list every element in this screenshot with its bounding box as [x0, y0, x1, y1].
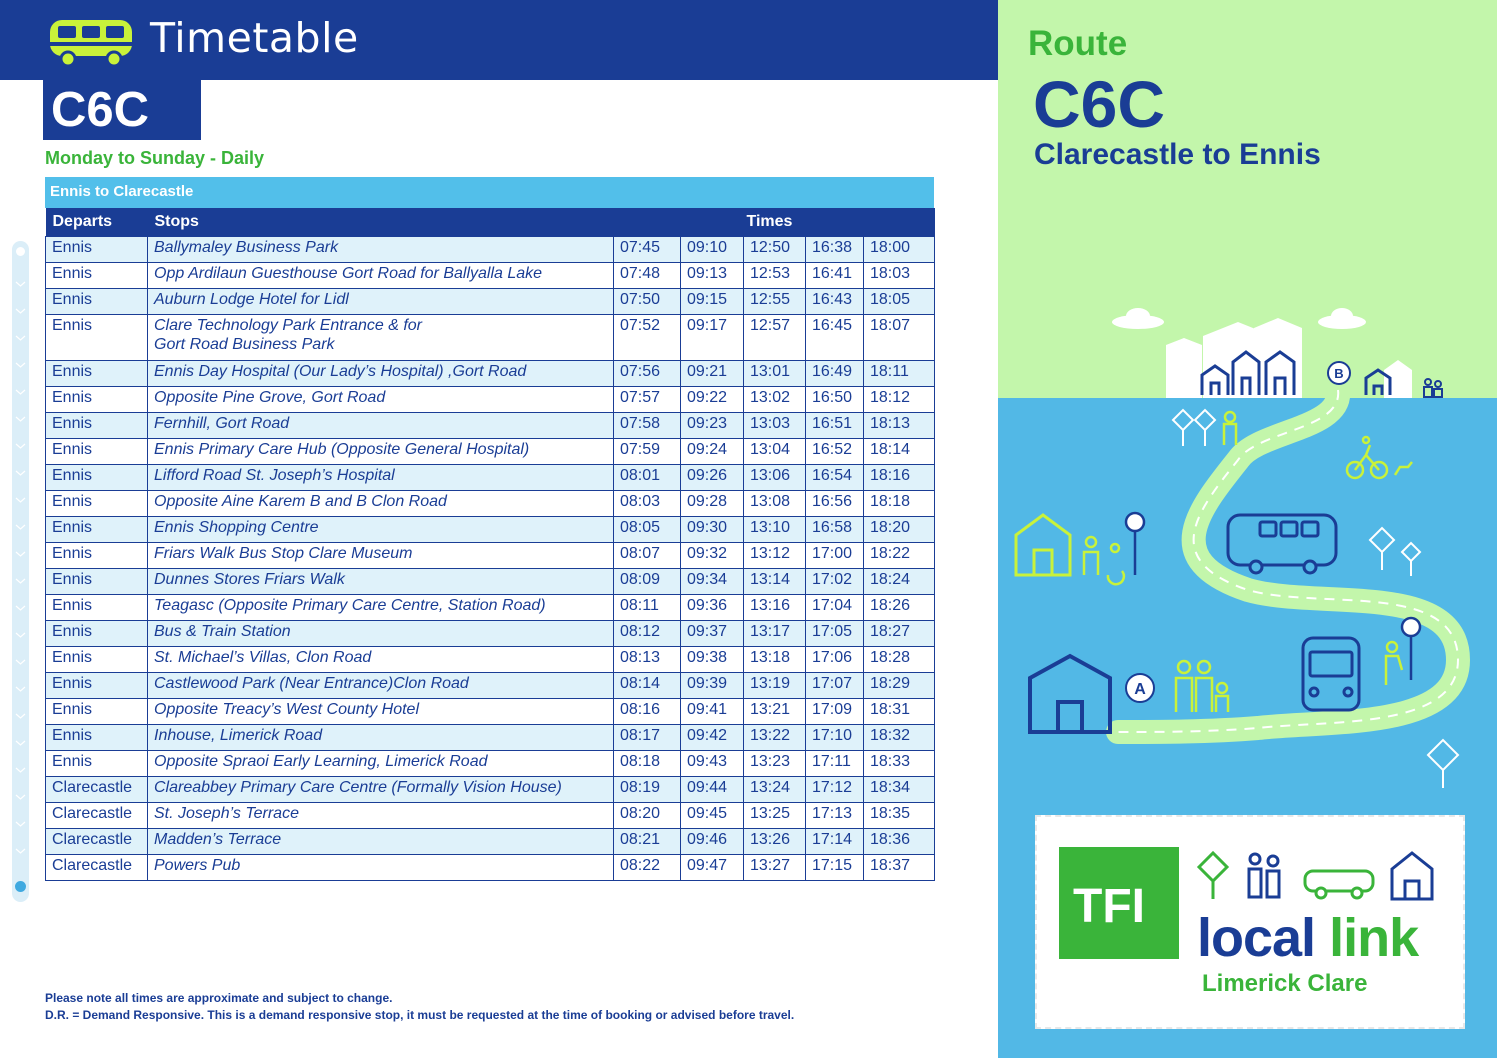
- time-cell: 13:02: [744, 387, 806, 413]
- time-cell: 08:20: [614, 803, 681, 829]
- time-cell: 13:24: [744, 777, 806, 803]
- table-header-row: [46, 208, 935, 237]
- table-row: [46, 569, 935, 595]
- time-cell: 07:56: [614, 361, 681, 387]
- time-cell: 13:27: [744, 855, 806, 881]
- chevron-down-icon: [15, 281, 26, 287]
- time-cell: 17:06: [806, 647, 864, 673]
- time-cell: 17:10: [806, 725, 864, 751]
- column-header-times: [614, 208, 935, 237]
- stop-cell: [148, 673, 614, 699]
- stop-name: Inhouse, Limerick Road: [154, 727, 323, 744]
- stop-name: Ennis Day Hospital (Our Lady’s Hospital) ,Gort Road: [154, 363, 527, 380]
- chevron-down-icon: [15, 443, 26, 449]
- table-row: [46, 673, 935, 699]
- time-cell: 16:45: [806, 315, 864, 361]
- stop-cell: [148, 543, 614, 569]
- time-cell: 08:11: [614, 595, 681, 621]
- chevron-down-icon: [15, 605, 26, 611]
- stop-name: Fernhill, Gort Road: [154, 415, 290, 432]
- bus-icon: [1305, 871, 1373, 898]
- time-cell: 17:00: [806, 543, 864, 569]
- chevron-down-icon: [15, 308, 26, 314]
- time-cell: 18:20: [864, 517, 935, 543]
- time-cell: 13:08: [744, 491, 806, 517]
- time-cell: 07:48: [614, 263, 681, 289]
- time-cell: 13:14: [744, 569, 806, 595]
- table-row: [46, 803, 935, 829]
- stop-name: Castlewood Park (Near Entrance)Clon Road: [154, 675, 469, 692]
- stop-name: Ennis Primary Care Hub (Opposite General Hospital): [154, 441, 530, 458]
- stop-name: Auburn Lodge Hotel for Lidl: [154, 291, 349, 308]
- stop-name: Powers Pub: [154, 857, 241, 874]
- time-cell: 09:44: [681, 777, 744, 803]
- time-cell: 16:51: [806, 413, 864, 439]
- table-row: [46, 387, 935, 413]
- departs-cell: Ennis: [46, 315, 148, 361]
- route-code: C6C: [51, 83, 150, 137]
- route-code-box: [43, 80, 201, 140]
- time-cell: 17:13: [806, 803, 864, 829]
- time-cell: 18:28: [864, 647, 935, 673]
- departs-cell: Clarecastle: [46, 855, 148, 881]
- time-cell: 09:28: [681, 491, 744, 517]
- departs-cell: Ennis: [46, 725, 148, 751]
- time-cell: 09:45: [681, 803, 744, 829]
- table-row: [46, 517, 935, 543]
- departs-cell: Ennis: [46, 491, 148, 517]
- family-icon: [1424, 379, 1442, 397]
- stop-cell: [148, 387, 614, 413]
- stop-name: Clareabbey Primary Care Centre (Formally Vision House): [154, 779, 562, 796]
- chevron-down-icon: [15, 551, 26, 557]
- time-cell: 07:50: [614, 289, 681, 315]
- stop-name: Ennis Shopping Centre: [154, 519, 319, 536]
- time-cell: 16:56: [806, 491, 864, 517]
- brand-icons: [1187, 847, 1437, 903]
- time-cell: 13:23: [744, 751, 806, 777]
- time-cell: 16:58: [806, 517, 864, 543]
- time-cell: 18:26: [864, 595, 935, 621]
- stop-cell: [148, 647, 614, 673]
- time-cell: 08:12: [614, 621, 681, 647]
- time-cell: 09:10: [681, 237, 744, 263]
- chevron-down-icon: [15, 821, 26, 827]
- chevron-down-icon: [15, 524, 26, 530]
- chevron-down-icon: [15, 713, 26, 719]
- time-cell: 08:18: [614, 751, 681, 777]
- stop-cell: [148, 699, 614, 725]
- chevron-down-icon: [15, 767, 26, 773]
- road-icon: [1118, 390, 1458, 732]
- time-cell: 08:03: [614, 491, 681, 517]
- timetable: [45, 208, 935, 881]
- departs-cell: Ennis: [46, 517, 148, 543]
- time-cell: 18:18: [864, 491, 935, 517]
- route-word: Route: [1028, 24, 1128, 63]
- table-row: [46, 263, 935, 289]
- time-cell: 09:47: [681, 855, 744, 881]
- time-cell: 13:12: [744, 543, 806, 569]
- chevron-down-icon: [15, 497, 26, 503]
- time-cell: 08:05: [614, 517, 681, 543]
- time-cell: 12:57: [744, 315, 806, 361]
- stop-name: Madden’s Terrace: [154, 831, 282, 848]
- departs-cell: Ennis: [46, 439, 148, 465]
- chevron-down-icon: [15, 686, 26, 692]
- time-cell: 08:09: [614, 569, 681, 595]
- stop-name: Teagasc (Opposite Primary Care Centre, Station Road): [154, 597, 546, 614]
- chevron-down-icon: [15, 848, 26, 854]
- time-cell: 17:07: [806, 673, 864, 699]
- people-icon: [1249, 854, 1279, 897]
- time-cell: 07:45: [614, 237, 681, 263]
- stop-cell: [148, 413, 614, 439]
- time-cell: 18:14: [864, 439, 935, 465]
- time-cell: 13:17: [744, 621, 806, 647]
- time-cell: 08:16: [614, 699, 681, 725]
- chevron-down-icon: [15, 632, 26, 638]
- note-approximate: Please note all times are approximate and subject to change.: [45, 991, 393, 1005]
- departs-cell: Ennis: [46, 751, 148, 777]
- stop-name: Opposite Aine Karem B and B Clon Road: [154, 493, 447, 510]
- stop-marker-b-icon: [1328, 362, 1350, 384]
- chevron-down-icon: [15, 335, 26, 341]
- stop-name: Lifford Road St. Joseph’s Hospital: [154, 467, 395, 484]
- stop-cell: [148, 361, 614, 387]
- stop-name: Opposite Pine Grove, Gort Road: [154, 389, 386, 406]
- time-cell: 09:43: [681, 751, 744, 777]
- time-cell: 18:37: [864, 855, 935, 881]
- time-cell: 18:32: [864, 725, 935, 751]
- page-title: Timetable: [150, 14, 359, 62]
- stop-name: Friars Walk Bus Stop Clare Museum: [154, 545, 413, 562]
- time-cell: 09:15: [681, 289, 744, 315]
- stop-cell: [148, 855, 614, 881]
- time-cell: 09:17: [681, 315, 744, 361]
- time-cell: 18:24: [864, 569, 935, 595]
- stop-name: Ballymaley Business Park: [154, 239, 339, 256]
- stop-cell: [148, 289, 614, 315]
- stop-cell: [148, 263, 614, 289]
- time-cell: 13:21: [744, 699, 806, 725]
- bus-icon: [48, 18, 134, 68]
- stop-name: Opposite Treacy’s West County Hotel: [154, 701, 419, 718]
- chevron-down-icon: [15, 794, 26, 800]
- route-code-large: C6C: [1033, 67, 1166, 141]
- table-row: [46, 413, 935, 439]
- bus-front-icon: [1303, 638, 1359, 710]
- table-row: [46, 647, 935, 673]
- time-cell: 13:22: [744, 725, 806, 751]
- departs-cell: Ennis: [46, 647, 148, 673]
- stop-cell: [148, 237, 614, 263]
- time-cell: 12:50: [744, 237, 806, 263]
- time-cell: 09:42: [681, 725, 744, 751]
- time-cell: 16:43: [806, 289, 864, 315]
- stop-marker-a-icon: [1126, 674, 1154, 702]
- table-row: [46, 543, 935, 569]
- time-cell: 17:02: [806, 569, 864, 595]
- time-cell: 17:05: [806, 621, 864, 647]
- stop-name: St. Joseph’s Terrace: [154, 805, 299, 822]
- time-cell: 16:52: [806, 439, 864, 465]
- time-cell: 18:05: [864, 289, 935, 315]
- time-cell: 07:52: [614, 315, 681, 361]
- table-row: [46, 751, 935, 777]
- time-cell: 08:17: [614, 725, 681, 751]
- times-header-label: Times: [746, 213, 793, 230]
- table-row: [46, 621, 935, 647]
- time-cell: 18:22: [864, 543, 935, 569]
- time-cell: 18:31: [864, 699, 935, 725]
- departs-cell: Clarecastle: [46, 777, 148, 803]
- direction-label: Ennis to Clarecastle: [50, 183, 194, 200]
- time-cell: 09:30: [681, 517, 744, 543]
- time-cell: 09:32: [681, 543, 744, 569]
- departs-cell: Clarecastle: [46, 829, 148, 855]
- brand-card: [1035, 815, 1465, 1029]
- time-cell: 13:04: [744, 439, 806, 465]
- time-cell: 16:54: [806, 465, 864, 491]
- time-cell: 13:25: [744, 803, 806, 829]
- time-cell: 18:27: [864, 621, 935, 647]
- time-cell: 16:50: [806, 387, 864, 413]
- time-cell: 08:13: [614, 647, 681, 673]
- time-cell: 13:19: [744, 673, 806, 699]
- stop-cell: [148, 315, 614, 361]
- time-cell: 17:11: [806, 751, 864, 777]
- stop-name-line2: Gort Road Business Park: [154, 336, 335, 353]
- house-icon: [1016, 515, 1070, 575]
- tfi-text: TFI: [1073, 880, 1145, 933]
- stop-cell: [148, 829, 614, 855]
- svg-text:B: B: [1334, 366, 1344, 381]
- time-cell: 09:21: [681, 361, 744, 387]
- time-cell: 09:38: [681, 647, 744, 673]
- time-cell: 17:04: [806, 595, 864, 621]
- time-cell: 13:10: [744, 517, 806, 543]
- time-cell: 07:59: [614, 439, 681, 465]
- departs-cell: Clarecastle: [46, 803, 148, 829]
- house-icon: [1392, 853, 1432, 899]
- time-cell: 18:03: [864, 263, 935, 289]
- header-band: [0, 0, 998, 80]
- time-cell: 18:35: [864, 803, 935, 829]
- time-cell: 09:23: [681, 413, 744, 439]
- column-header-departs: Departs: [46, 208, 148, 237]
- table-row: [46, 725, 935, 751]
- departs-cell: Ennis: [46, 237, 148, 263]
- tree-icon: [1199, 853, 1227, 899]
- table-row: [46, 289, 935, 315]
- departs-cell: Ennis: [46, 543, 148, 569]
- stop-cell: [148, 465, 614, 491]
- table-row: [46, 699, 935, 725]
- time-cell: 13:26: [744, 829, 806, 855]
- service-days: Monday to Sunday - Daily: [45, 148, 265, 168]
- table-row: [46, 491, 935, 517]
- time-cell: 08:21: [614, 829, 681, 855]
- stop-cell: [148, 439, 614, 465]
- stop-cell: [148, 777, 614, 803]
- table-row: [46, 829, 935, 855]
- stop-cell: [148, 517, 614, 543]
- time-cell: 08:07: [614, 543, 681, 569]
- table-row: [46, 315, 935, 361]
- time-cell: 17:15: [806, 855, 864, 881]
- time-cell: 09:39: [681, 673, 744, 699]
- time-cell: 09:13: [681, 263, 744, 289]
- route-name: Clarecastle to Ennis: [1034, 138, 1321, 171]
- table-row: [46, 361, 935, 387]
- time-cell: 09:37: [681, 621, 744, 647]
- time-cell: 16:49: [806, 361, 864, 387]
- time-cell: 16:38: [806, 237, 864, 263]
- cyclist-icon: [1347, 437, 1412, 478]
- stop-name: Clare Technology Park Entrance & for: [154, 317, 422, 334]
- time-cell: 18:11: [864, 361, 935, 387]
- bus-icon: [1228, 515, 1336, 573]
- time-cell: 09:46: [681, 829, 744, 855]
- time-cell: 07:58: [614, 413, 681, 439]
- brand-local: local: [1197, 908, 1316, 968]
- time-cell: 09:41: [681, 699, 744, 725]
- departs-cell: Ennis: [46, 413, 148, 439]
- departs-cell: Ennis: [46, 387, 148, 413]
- stop-cell: [148, 751, 614, 777]
- departs-cell: Ennis: [46, 569, 148, 595]
- chevron-down-icon: [15, 389, 26, 395]
- brand-region: Limerick Clare: [1202, 970, 1368, 997]
- time-cell: 12:55: [744, 289, 806, 315]
- table-row: [46, 595, 935, 621]
- time-cell: 08:01: [614, 465, 681, 491]
- time-cell: 12:53: [744, 263, 806, 289]
- time-cell: 13:18: [744, 647, 806, 673]
- direction-bar: [45, 177, 934, 208]
- time-cell: 09:26: [681, 465, 744, 491]
- stop-cell: [148, 621, 614, 647]
- time-cell: 13:03: [744, 413, 806, 439]
- note-demand-responsive: D.R. = Demand Responsive. This is a demand responsive stop, it must be requested at the time of booking or advised before travel.: [45, 1008, 795, 1022]
- chevron-down-icon: [15, 416, 26, 422]
- table-row: [46, 855, 935, 881]
- time-cell: 08:19: [614, 777, 681, 803]
- chevron-down-icon: [15, 470, 26, 476]
- stop-name: St. Michael’s Villas, Clon Road: [154, 649, 372, 666]
- time-cell: 16:41: [806, 263, 864, 289]
- stop-cell: [148, 569, 614, 595]
- brand-link: link: [1329, 908, 1419, 968]
- route-illustration: [998, 300, 1497, 810]
- departs-cell: Ennis: [46, 465, 148, 491]
- stop-name: Dunnes Stores Friars Walk: [154, 571, 345, 588]
- time-cell: 18:13: [864, 413, 935, 439]
- time-cell: 18:29: [864, 673, 935, 699]
- time-cell: 13:16: [744, 595, 806, 621]
- time-cell: 18:36: [864, 829, 935, 855]
- time-cell: 17:09: [806, 699, 864, 725]
- time-cell: 18:00: [864, 237, 935, 263]
- stop-name: Opposite Spraoi Early Learning, Limerick Road: [154, 753, 488, 770]
- time-cell: 18:07: [864, 315, 935, 361]
- time-cell: 09:24: [681, 439, 744, 465]
- chevron-down-icon: [15, 578, 26, 584]
- chevron-down-icon: [15, 362, 26, 368]
- table-row: [46, 465, 935, 491]
- stop-cell: [148, 595, 614, 621]
- time-cell: 08:14: [614, 673, 681, 699]
- time-cell: 09:34: [681, 569, 744, 595]
- stop-cell: [148, 803, 614, 829]
- stop-name: Opp Ardilaun Guesthouse Gort Road for Ballyalla Lake: [154, 265, 543, 282]
- footnotes: [45, 990, 794, 1024]
- time-cell: 17:14: [806, 829, 864, 855]
- column-header-stops: Stops: [148, 208, 614, 237]
- time-cell: 18:34: [864, 777, 935, 803]
- departs-cell: Ennis: [46, 621, 148, 647]
- start-dot: [16, 247, 25, 256]
- time-cell: 09:22: [681, 387, 744, 413]
- svg-text:A: A: [1134, 681, 1146, 698]
- time-cell: 18:33: [864, 751, 935, 777]
- time-cell: 08:22: [614, 855, 681, 881]
- tfi-logo: [1059, 847, 1179, 959]
- departs-cell: Ennis: [46, 595, 148, 621]
- departs-cell: Ennis: [46, 361, 148, 387]
- time-cell: 13:06: [744, 465, 806, 491]
- table-row: [46, 439, 935, 465]
- stop-cell: [148, 491, 614, 517]
- stop-cell: [148, 725, 614, 751]
- chevron-down-icon: [15, 659, 26, 665]
- route-progress-track: [12, 241, 29, 902]
- chevron-down-icon: [15, 740, 26, 746]
- departs-cell: Ennis: [46, 289, 148, 315]
- departs-cell: Ennis: [46, 673, 148, 699]
- time-cell: 09:36: [681, 595, 744, 621]
- table-row: [46, 237, 935, 263]
- departs-cell: Ennis: [46, 263, 148, 289]
- time-cell: 13:01: [744, 361, 806, 387]
- brand-name: [1197, 907, 1418, 969]
- home-icon: [1030, 656, 1110, 732]
- time-cell: 18:16: [864, 465, 935, 491]
- time-cell: 18:12: [864, 387, 935, 413]
- table-row: [46, 777, 935, 803]
- end-dot: [15, 881, 26, 892]
- time-cell: 17:12: [806, 777, 864, 803]
- stop-name: Bus & Train Station: [154, 623, 291, 640]
- departs-cell: Ennis: [46, 699, 148, 725]
- time-cell: 07:57: [614, 387, 681, 413]
